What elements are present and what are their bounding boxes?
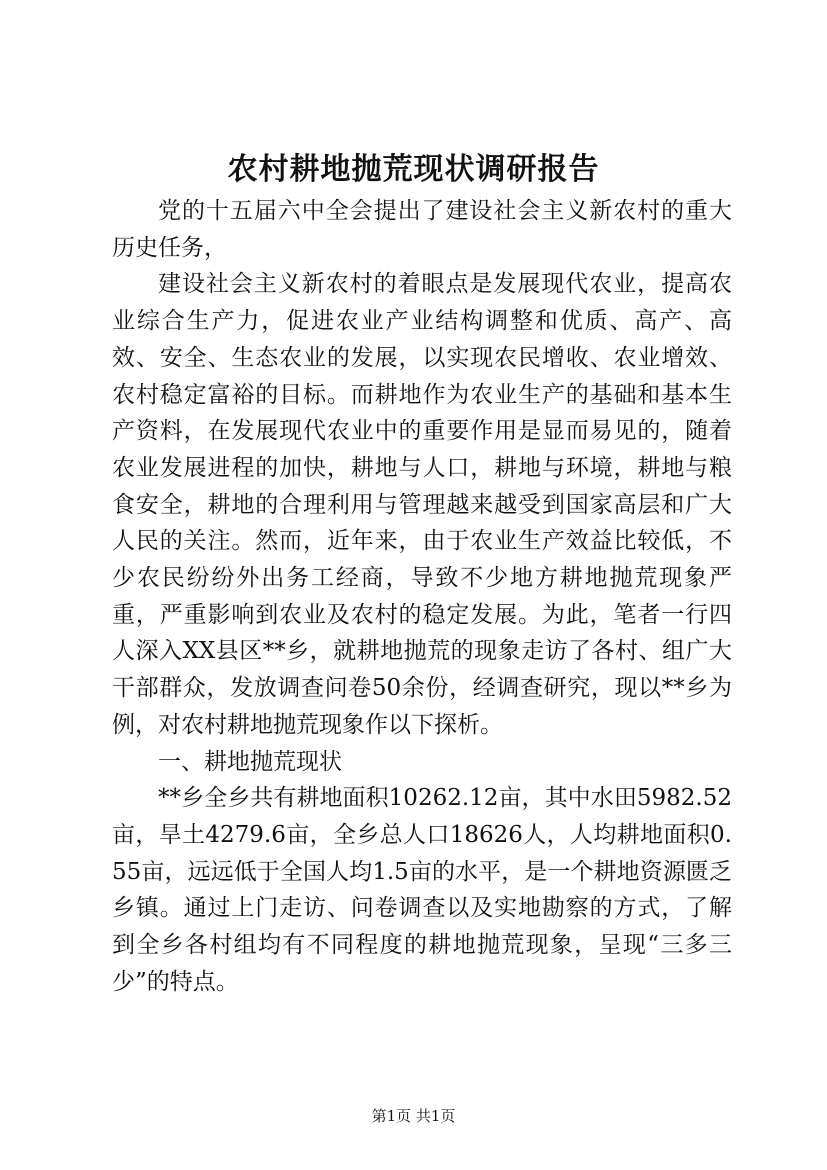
document-title: 农村耕地抛荒现状调研报告 [227,152,600,187]
document-body [112,193,732,1000]
paragraph-status: **乡全乡共有耕地面积10262.12亩，其中水田5982.52亩，旱土4279.6亩，全乡总人口18626人，人均耕地面积0.55亩，远远低于全国人均1.5亩的水平，是一个耕地资源匮乏乡镇。通过上门走访、问卷调查以及实地勘察的方式，了解到全乡各村组均有不同程度的耕地抛荒现象，呈现“三多三少”的特点。 [112,785,732,995]
paragraph-background: 建设社会主义新农村的着眼点是发展现代农业，提高农业综合生产力，促进农业产业结构调整和优质、高产、高效、安全、生态农业的发展，以实现农民增收、农业增效、农村稳定富裕的目标。而耕地作为农业生产的基础和基本生产资料，在发展现代农业中的重要作用是显而易见的，随着农业发展进程的加快，耕地与人口，耕地与环境，耕地与粮食安全，耕地的合理利用与管理越来越受到国家高层和广大人民的关注。然而，近年来，由于农业生产效益比较低，不少农民纷纷外出务工经商，导致不少地方耕地抛荒现象严重，严重影响到农业及农村的稳定发展。为此，笔者一行四人深入XX县区**乡，就耕地抛荒的现象走访了各村、组广大干部群众，发放调查问卷50余份，经调查研究，现以**乡为例，对农村耕地抛荒现象作以下探析。 [112,271,732,738]
section-heading: 一、耕地抛荒现状 [158,748,342,775]
page-footer: 第1页 共1页 [371,1107,456,1125]
paragraph-intro: 党的十五届六中全会提出了建设社会主义新农村的重大历史任务， [112,198,732,261]
